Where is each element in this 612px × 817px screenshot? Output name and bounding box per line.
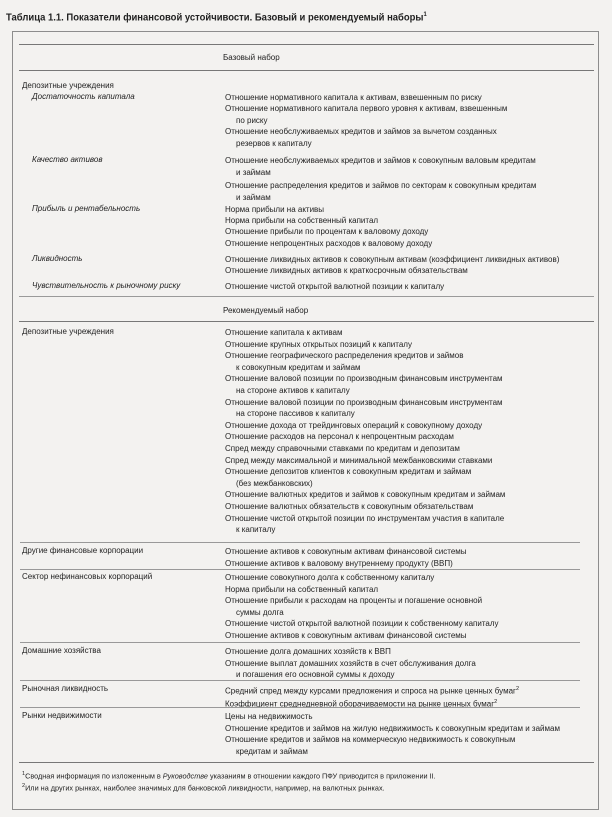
indicator-list: Отношение долга домашних хозяйств к ВВП Отношение выплат домашних хозяйств в счет обслуживания долга и погашения его основной суммы к доходу	[225, 647, 476, 680]
category-label: Ликвидность	[32, 254, 83, 263]
indicator-list: Цены на недвижимость Отношение кредитов и займов на жилую недвижимость к совокупным кредитам и займам Отношение кредитов и займов на коммерческую недвижимость к совокупным кредитам и займам	[225, 712, 560, 756]
indicator-entry: Отношение необслуживаемых кредитов и займов за вычетом созданных резервов к капиталу	[225, 127, 497, 148]
indicator-entry: Отношение ликвидных активов к совокупным активам (коэффициент ликвидных активов)	[225, 255, 560, 264]
table-rule	[19, 321, 594, 322]
indicator-entry: Отношение необслуживаемых кредитов и займов к совокупным валовым кредитам и займам	[225, 156, 536, 177]
indicator-entry: Отношение прибыли по процентам к валовому доходу	[225, 227, 429, 236]
category-label: Качество активов	[32, 155, 103, 164]
group-label: Рынки недвижимости	[22, 711, 102, 720]
title-footnote-mark: 1	[423, 11, 427, 18]
table-rule	[19, 762, 594, 763]
indicator-entry: Отношение ликвидных активов к краткосрочным обязательствам	[225, 266, 468, 275]
footnote-2: $^2$Или на других рынках, наиболее значимых для банковской ликвидности, например, на валютных рынках.	[22, 783, 385, 793]
table-rule	[20, 707, 580, 708]
indicator-list: Отношение совокупного долга к собственному капиталу Норма прибыли на собственный капитал Отношение прибыли к расходам на проценты и погашение основной суммы долга Отношение чистой открытой валютной позиции к собственному капиталу Отношение активов к совокупным активам финансовой системы	[225, 573, 499, 640]
table-rule	[19, 296, 594, 297]
indicator-list: Отношение капитала к активам Отношение крупных открытых позиций к капиталу Отношение географического распределения кредитов и займов к совокупным кредитам и займам Отношение валовой позиции по производным финансовым инструментам на стороне активов к капиталу Отношение валовой позиции по производным финансовым инструментам на стороне пассивов к капиталу Отношение дохода от трейдинговых операций к совокупному доходу Отношение расходов на персонал к непроцентным расходам Спред между справочными ставками по кредитам и депозитам Спред между максимальной и минимальной межбанковскими ставками Отношение депозитов клиентов к совокупным кредитам и займам (без межбанковских) Отношение валютных кредитов и займов к совокупным кредитам и займам Отношение валютных обязательств к совокупным обязательствам Отношение чистой открытой позиции по инструментам участия в капитале к капиталу	[225, 328, 506, 535]
footnote-ref: 2	[494, 699, 498, 706]
table-rule	[20, 642, 580, 643]
group-label: Рыночная ликвидность	[22, 684, 109, 693]
table-title: Таблица 1.1. Показатели финансовой устойчивости. Базовый и рекомендуемый наборы$^1$	[6, 11, 427, 24]
indicator-entry: Отношение нормативного капитала первого уровня к активам, взвешенным по риску	[225, 104, 508, 125]
table-rule	[19, 70, 594, 71]
indicator-entry: Отношение чистой открытой валютной позиции к капиталу	[225, 282, 445, 291]
section-header-core: Базовый набор	[223, 53, 280, 62]
indicator-list: Отношение активов к совокупным активам финансовой системы Отношение активов к валовому внутреннему продукту (ВВП)	[225, 547, 467, 568]
category-label: Достаточность капитала	[32, 92, 135, 101]
group-label: Домашние хозяйства	[22, 646, 101, 655]
footnote-ref: 2	[515, 686, 520, 692]
group-label: Депозитные учреждения	[22, 327, 114, 336]
indicator-list: Средний спред между курсами предложения и спроса на рынке ценных бумаг$^2$ Коэффициент среднедневной оборачиваемости на рынке ценных бумаг$^2$	[225, 686, 520, 709]
indicator-entry: Норма прибыли на собственный капитал	[225, 216, 379, 225]
group-label: Другие финансовые корпорации	[22, 546, 144, 555]
footnote-1: $^1$Сводная информация по изложенным в Руководстве указаниям в отношении каждого ПФУ приводится в приложении II.	[22, 771, 436, 781]
table-rule	[20, 542, 580, 543]
indicator-entry: Отношение нормативного капитала к активам, взвешенным по риску	[225, 93, 482, 102]
group-label: Сектор нефинансовых корпораций	[22, 572, 153, 581]
indicator-entry: Отношение непроцентных расходов к валовому доходу	[225, 239, 433, 248]
table-rule	[20, 569, 580, 570]
section-header-encouraged: Рекомендуемый набор	[223, 306, 309, 315]
indicator-entry: Норма прибыли на активы	[225, 205, 325, 214]
table-rule	[19, 44, 594, 45]
group-label-deposit-takers-core: Депозитные учреждения	[22, 81, 114, 90]
table-rule	[20, 680, 580, 681]
category-label: Прибыль и рентабельность	[32, 204, 141, 213]
category-label: Чувствительность к рыночному риску	[32, 281, 181, 290]
indicator-entry: Отношение распределения кредитов и займов по секторам к совокупным кредитам и займам	[225, 181, 537, 202]
